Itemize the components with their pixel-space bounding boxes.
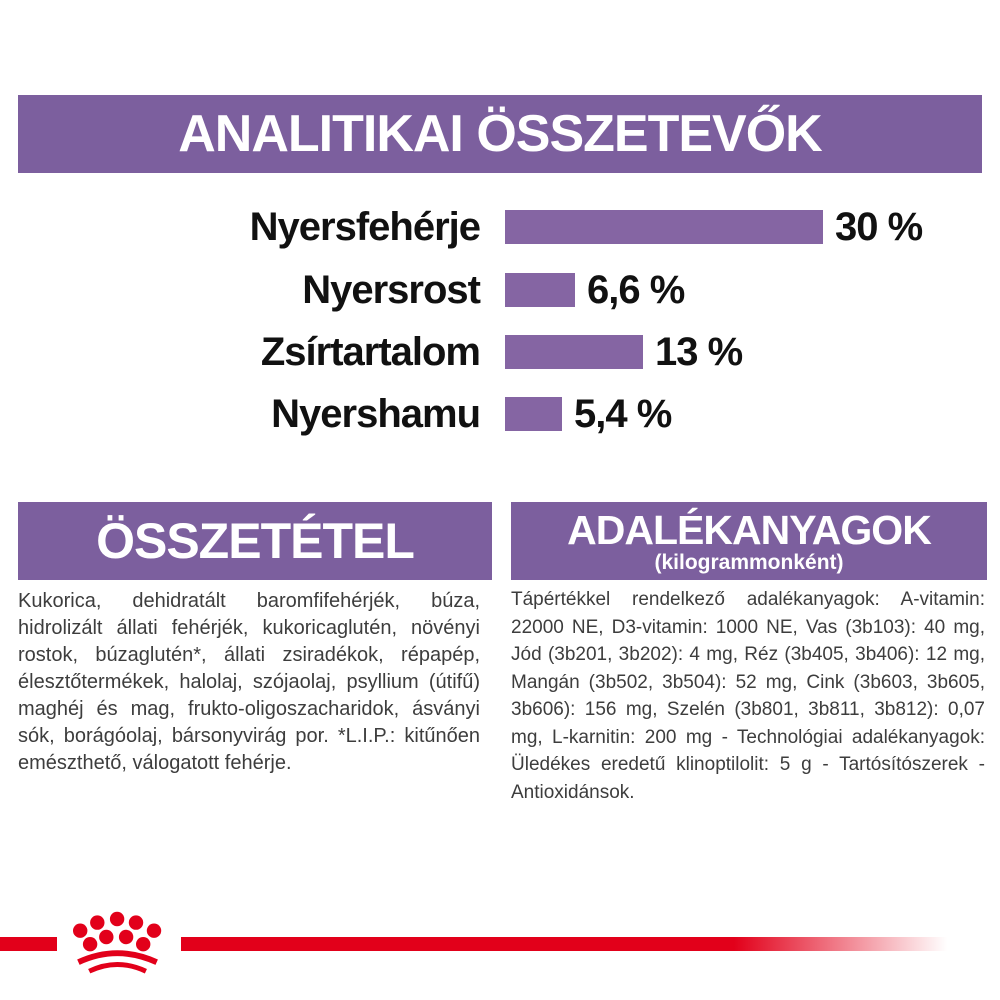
chart-row-bar (505, 335, 643, 369)
royal-canin-crown-icon (62, 910, 174, 982)
chart-row-value: 6,6 % (587, 267, 685, 312)
chart-row-bar (505, 273, 575, 307)
chart-row (0, 266, 1000, 314)
additives-body: Tápértékkel rendelkező adalékanyagok: A-vitamin: 22000 NE, D3-vitamin: 1000 NE, Vas (3b103): 40 mg, Jód (3b201, 3b202): 4 mg, Réz (3b405, 3b406): 12 mg, Mangán (3b502, 3b504): 52 mg, Cink (3b603, 3b605, 3b606): 156 mg, Szelén (3b801, 3b811, 3b812): 0,07 mg, L-karnitin: 200 mg - Technológiai adalékanyagok: Üledékes eredetű klinoptilolit: 5 g - Tartósítószerek - Antioxidánsok. (511, 589, 985, 803)
composition-title: ÖSSZETÉTEL (96, 513, 414, 569)
additives-banner (511, 502, 987, 580)
chart-row (0, 390, 1000, 438)
chart-row-label: Nyersfehérje (249, 204, 480, 249)
brand-line-left (0, 937, 57, 951)
chart-row-bar (505, 210, 823, 244)
analytical-constituents-title: ANALITIKAI ÖSSZETEVŐK (178, 105, 822, 163)
chart-row-bar (505, 397, 562, 431)
chart-row (0, 328, 1000, 376)
chart-row-value: 5,4 % (574, 391, 672, 436)
composition-banner (18, 502, 492, 580)
composition-body: Kukorica, dehidratált baromfifehérjék, búza, hidrolizált állati fehérjék, kukoricaglutén, növényi rostok, búzaglutén*, állati zsiradékok, répapép, élesztőtermékek, halolaj, szójaolaj, psyllium (útifű) maghéj és mag, frukto-oligoszacharidok, ásványi sók, borágóolaj, bársonyvirág por. *L.I.P.: kitűnően emészthető, válogatott fehérje. (18, 590, 480, 774)
additives-subtitle: (kilogrammonként) (654, 551, 844, 574)
chart-row (0, 203, 1000, 251)
additives-title: ADALÉKANYAGOK (567, 507, 931, 553)
chart-row-value: 30 % (835, 204, 923, 249)
chart-row-label: Zsírtartalom (260, 329, 480, 374)
brand-line-right (181, 937, 971, 951)
chart-row-label: Nyershamu (271, 391, 480, 436)
chart-row-value: 13 % (655, 329, 743, 374)
analytical-constituents-chart (0, 0, 1000, 460)
chart-row-label: Nyersrost (302, 267, 480, 312)
